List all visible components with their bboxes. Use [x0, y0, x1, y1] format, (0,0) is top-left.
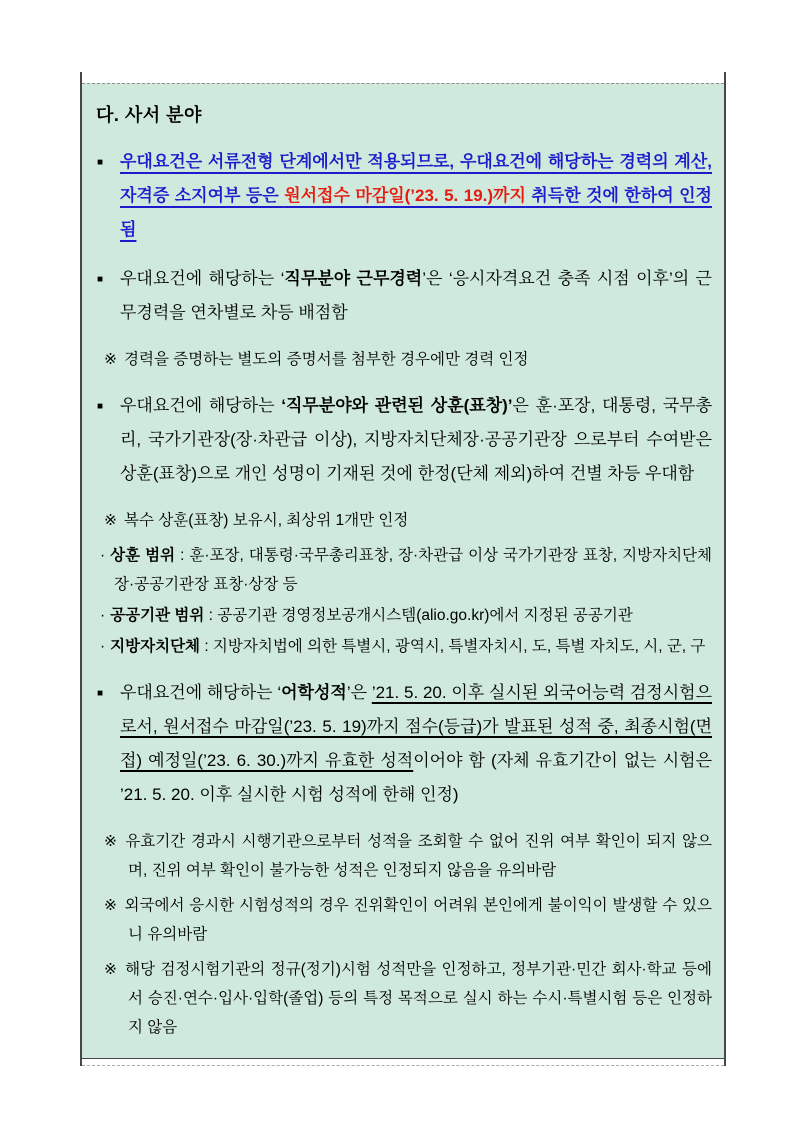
- b3-bold-term: ‘직무분야와 관련된 상훈(표창)’: [281, 396, 513, 415]
- reference-mark-icon: ※: [104, 351, 117, 368]
- reference-mark-icon: ※: [104, 897, 118, 914]
- dot-mark-icon: ·: [100, 547, 106, 564]
- note-text: 해당 검정시험기관의 정규(정기)시험 성적만을 인정하고, 정부기관·민간 회사·학교 등에서 승진·연수·입사·입학(졸업) 등의 특정 목적으로 실시 하는 수시·특별시험 등은 인정하지 않음: [125, 961, 712, 1036]
- emphasis-underlined-run: [120, 152, 712, 239]
- b4-text-1: 우대요건에 해당하는 ‘: [120, 683, 282, 702]
- bullet-language-score: [94, 676, 712, 812]
- note-text: 유효기간 경과시 시행기관으로부터 성적을 조회할 수 없어 진위 여부 확인이 되지 않으며, 진위 여부 확인이 불가능한 성적은 인정되지 않음을 유의바람: [125, 833, 712, 879]
- note-text: 복수 상훈(표창) 보유시, 최상위 1개만 인정: [124, 512, 409, 529]
- note-text: 외국에서 응시한 시험성적의 경우 진위확인이 어려워 본인에게 불이익이 발생할 수 있으니 유의바람: [124, 897, 712, 943]
- list-item-local-gov: [100, 632, 712, 661]
- emphasis-blue-text-2: 취득한 것에 한하여 인정됨: [120, 186, 712, 239]
- note-multiple-awards: [104, 506, 712, 535]
- frame-bottom-spacer: [82, 1059, 724, 1066]
- notice-table-frame: [80, 72, 726, 1066]
- b3-text-2: 은 훈·포장, 대통령, 국무총리, 국가기관장(장·차관급 이상), 지방자치단체장·공공기관장 으로부터 수여받은 상훈(표창)으로 개인 성명이 기재된 것에 한정(단체 제외)하여 건별 차등 우대함: [120, 396, 713, 483]
- b4-bold-term: 어학성적: [281, 683, 347, 702]
- reference-mark-icon: ※: [104, 961, 119, 978]
- bullet-awards: [94, 389, 712, 491]
- list-item-award-scope: [100, 541, 712, 599]
- note-text: 경력을 증명하는 별도의 증명서를 첨부한 경우에만 경력 인정: [124, 351, 529, 368]
- b3-text-1: 우대요건에 해당하는: [120, 396, 282, 415]
- item-label: 공공기관 범위: [110, 607, 205, 624]
- item-text: : 지방자치법에 의한 특별시, 광역시, 특별자치시, 도, 특별 자치도, 시, 군, 구: [200, 638, 706, 655]
- item-label: 상훈 범위: [110, 547, 176, 564]
- item-text: : 훈·포장, 대통령·국무총리표창, 장·차관급 이상 국가기관장 표창, 지방자치단체장·공공기관장 표창·상장 등: [114, 547, 713, 593]
- note-experience-proof: [104, 345, 712, 374]
- deadline-red-text: 원서접수 마감일(’23. 5. 19.)까지: [284, 186, 526, 205]
- b4-text-3: 이어야 함 (자체 유효기간이 없는 시험은 ’21. 5. 20. 이후 실시한 시험 성적에 한해 인정): [120, 751, 712, 804]
- bullet-square-icon: ■: [97, 157, 104, 168]
- notice-cell: [82, 83, 724, 1059]
- reference-mark-icon: ※: [104, 833, 119, 850]
- emphasis-blue-text-1: 우대요건은 서류전형 단계에서만 적용되므로, 우대요건에 해당하는 경력의 계산, 자격증 소지여부 등은: [120, 152, 712, 205]
- bullet-square-icon: ■: [97, 274, 104, 285]
- frame-top-spacer: [82, 72, 724, 83]
- b4-text-2: ’은: [346, 683, 372, 702]
- dot-mark-icon: ·: [100, 607, 106, 624]
- note-foreign-score: [104, 891, 712, 949]
- b2-text-2: ’은 ‘응시자격요건 충족 시점 이후’의 근무경력을 연차별로 차등 배점함: [120, 269, 712, 322]
- section-title: 다. 사서 분야: [96, 105, 202, 125]
- list-item-public-org-scope: [100, 601, 712, 630]
- note-expired-score: [104, 827, 712, 885]
- b2-text-1: 우대요건에 해당하는 ‘: [120, 269, 285, 288]
- dot-mark-icon: ·: [100, 638, 106, 655]
- bullet-work-experience: [94, 262, 712, 330]
- b4-underlined-validity: ’21. 5. 20. 이후 실시된 외국어능력 검정시험으로서, 원서접수 마감일(’23. 5. 19)까지 점수(등급)가 발표된 성적 중, 최종시험(면접) 예정일(’23. 6. 30.)까지 유효한 성적: [120, 683, 712, 770]
- item-label: 지방자치단체: [110, 638, 201, 655]
- b2-bold-term: 직무분야 근무경력: [284, 269, 423, 288]
- item-text: : 공공기관 경영정보공개시스템(alio.go.kr)에서 지정된 공공기관: [204, 607, 633, 624]
- note-regular-exam-only: [104, 955, 712, 1042]
- bullet-priority-notice: [94, 145, 712, 247]
- reference-mark-icon: ※: [104, 512, 117, 529]
- language-score-notes: [94, 827, 712, 1042]
- bullet-square-icon: ■: [97, 688, 104, 699]
- bullet-square-icon: ■: [97, 401, 104, 412]
